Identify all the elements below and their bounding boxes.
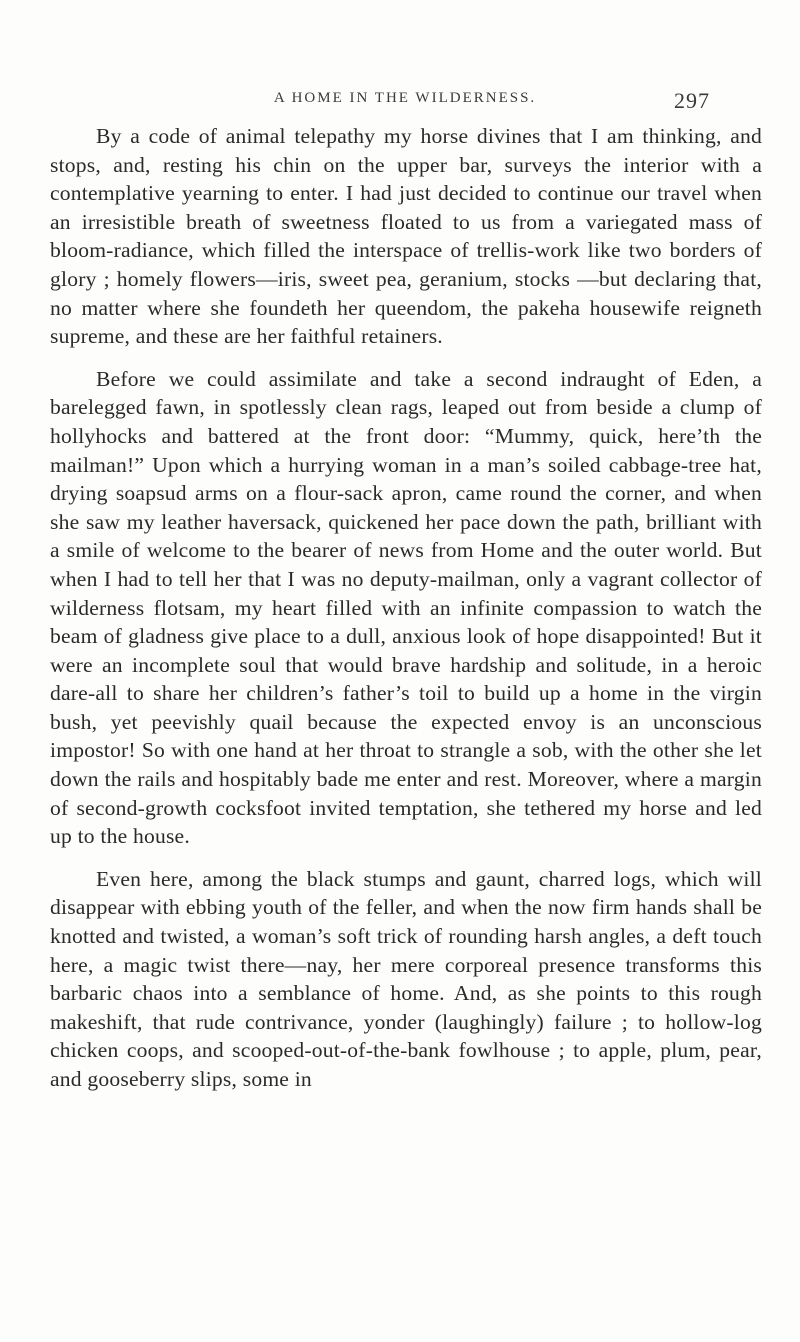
page-number: 297	[674, 88, 710, 113]
paragraph-1: By a code of animal telepathy my horse divines that I am thinking, and stops, and, resting his chin on the upper bar, surveys the interior with a contemplative yearning to enter. I had just decided to continue our travel when an irresistible breath of sweetness floated to us from a variegated mass of bloom-radiance, which filled the interspace of trellis-work like two borders of glory ; homely flowers—iris, sweet pea, geranium, stocks —but declaring that, no matter where she foundeth her queendom, the pakeha housewife reigneth supreme, and these are her faithful retainers.	[50, 124, 762, 349]
paragraph-3: Even here, among the black stumps and gaunt, charred logs, which will disappear with ebbing youth of the feller, and when the now firm hands shall be knotted and twisted, a woman’s soft trick of rounding harsh angles, a deft touch here, a magic twist there—nay, her mere corporeal presence transforms this barbaric chaos into a semblance of home. And, as she points to this rough makeshift, that rude contrivance, yonder (laughingly) failure ; to hollow-log chicken coops, and scooped-out-of-the-bank fowlhouse ; to apple, plum, pear, and gooseberry slips, some in	[50, 866, 762, 1091]
body-text	[50, 122, 762, 1094]
running-title: A HOME IN THE WILDERNESS.	[273, 90, 537, 106]
paragraph-2: Before we could assimilate and take a second indraught of Eden, a barelegged fawn, in spotlessly clean rags, leaped out from beside a clump of hollyhocks and battered at the front door: “Mummy, quick, here’th the mailman!” Upon which a hurrying woman in a man’s soiled cabbage-tree hat, drying soapsud arms on a flour-sack apron, came round the corner, and when she saw my leather haversack, quickened her pace down the path, brilliant with a smile of welcome to the bearer of news from Home and the outer world. But when I had to tell her that I was no deputy-mailman, only a vagrant collector of wilderness flotsam, my heart filled with an infinite compassion to watch the beam of gladness give place to a dull, anxious look of hope disappointed! But it were an incomplete soul that would brave hardship and solitude, in a heroic dare-all to share her children’s father’s toil to build up a home in the virgin bush, yet peevishly quail because the expected envoy is an unconscious impostor! So with one hand at her throat to strangle a sob, with the other she let down the rails and hospitably bade me enter and rest. Moreover, where a margin of second-growth cocksfoot invited temptation, she tethered my horse and led up to the house.	[50, 366, 762, 849]
running-head	[0, 76, 800, 116]
